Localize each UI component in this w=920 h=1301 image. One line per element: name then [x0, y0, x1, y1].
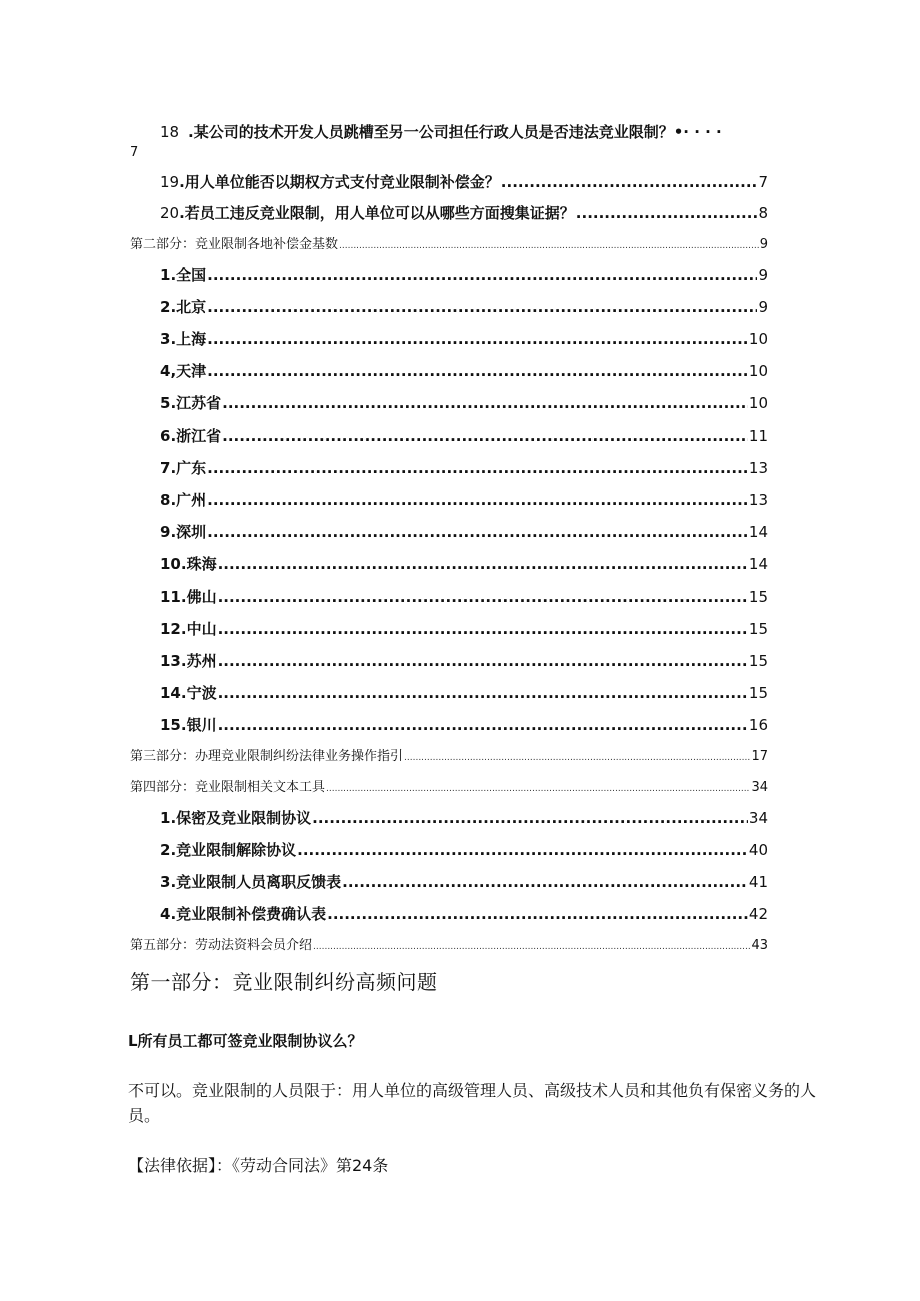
toc-title: .竞业限制补偿费确认表	[170, 905, 327, 923]
toc-entry-q18[interactable]	[160, 121, 768, 142]
toc-leader	[207, 330, 748, 348]
toc-entry-part4[interactable]	[130, 776, 768, 795]
toc-leader	[218, 716, 748, 734]
toc-title: .佛山	[180, 588, 217, 606]
toc-leader	[218, 555, 748, 573]
toc-page-number: 43	[751, 938, 768, 953]
toc-entry-q20[interactable]	[160, 202, 768, 223]
toc-leader	[207, 491, 748, 509]
toc-entry-tool[interactable]	[160, 807, 768, 828]
toc-title: .保密及竞业限制协议	[170, 809, 312, 827]
toc-entry-region[interactable]	[160, 714, 768, 735]
toc-title: .竞业限制解除协议	[170, 841, 297, 859]
toc-page-number: 7	[130, 145, 139, 160]
toc-leader	[313, 942, 750, 952]
toc-title: .中山	[180, 620, 217, 638]
question-title: L所有员工都可签竞业限制协议么？	[128, 1032, 363, 1050]
toc-page-number: 41	[748, 873, 768, 891]
toc-number: 5	[160, 394, 171, 412]
toc-number: 15	[160, 716, 181, 734]
toc-title: .用人单位能否以期权方式支付竞业限制补偿金？	[179, 173, 500, 191]
toc-entry-region[interactable]	[160, 618, 768, 639]
toc-entry-region[interactable]	[160, 296, 768, 317]
toc-leader	[326, 784, 750, 794]
toc-entry-tool[interactable]	[160, 839, 768, 860]
toc-page-number: 10	[748, 362, 768, 380]
toc-title: 第五部分：劳动法资料会员介绍	[130, 938, 313, 953]
toc-page-number: 10	[748, 394, 768, 412]
toc-number: 4	[160, 905, 171, 923]
toc-entry-tool[interactable]	[160, 871, 768, 892]
toc-leader	[222, 394, 748, 412]
toc-title: .宁波	[180, 684, 217, 702]
toc-title: .若员工违反竞业限制，用人单位可以从哪些方面搜集证据？	[179, 204, 575, 222]
toc-leader	[218, 588, 748, 606]
toc-page-number: 14	[748, 523, 768, 541]
toc-leader	[501, 173, 758, 191]
toc-entry-region[interactable]	[160, 650, 768, 671]
toc-title: .某公司的技术开发人员跳槽至另一公司担任行政人员是否违法竞业限制？•· · · ·	[188, 123, 722, 141]
toc-leader	[297, 841, 748, 859]
toc-title: 第四部分：竞业限制相关文本工具	[130, 780, 326, 795]
toc-title: .江苏省	[170, 394, 222, 412]
toc-entry-region[interactable]	[160, 360, 768, 381]
toc-number: 20	[160, 204, 180, 222]
toc-page-number: 15	[748, 684, 768, 702]
toc-leader	[339, 241, 759, 251]
toc-title: .广州	[170, 491, 207, 509]
toc-leader	[218, 620, 748, 638]
toc-leader	[207, 459, 748, 477]
toc-page-number: 15	[748, 620, 768, 638]
toc-number: 19	[160, 173, 180, 191]
toc-number: 7	[160, 459, 171, 477]
toc-number: 1	[160, 266, 171, 284]
toc-leader	[218, 652, 748, 670]
toc-leader	[218, 684, 748, 702]
toc-title: .珠海	[180, 555, 217, 573]
toc-entry-part5[interactable]	[130, 934, 768, 953]
toc-number: 3	[160, 873, 171, 891]
toc-entry-region[interactable]	[160, 457, 768, 478]
toc-entry-region[interactable]	[160, 328, 768, 349]
toc-title: 第二部分：竞业限制各地补偿金基数	[130, 237, 339, 252]
toc-entry-region[interactable]	[160, 682, 768, 703]
toc-leader	[404, 753, 750, 763]
toc-number: 18	[160, 123, 180, 141]
toc-page-number: 17	[751, 749, 768, 764]
toc-entry-region[interactable]	[160, 425, 768, 446]
toc-number: 8	[160, 491, 171, 509]
toc-page-number: 11	[748, 427, 768, 445]
toc-page-number: 16	[748, 716, 768, 734]
toc-leader	[327, 905, 748, 923]
toc-title: ,天津	[170, 362, 207, 380]
toc-entry-region[interactable]	[160, 392, 768, 413]
toc-number: 2	[160, 298, 171, 316]
toc-title: .上海	[170, 330, 207, 348]
toc-title: .苏州	[180, 652, 217, 670]
toc-entry-part2[interactable]	[130, 233, 768, 252]
toc-number: 9	[160, 523, 171, 541]
toc-page-number: 8	[758, 204, 768, 222]
toc-number: 12	[160, 620, 181, 638]
toc-leader	[342, 873, 748, 891]
toc-entry-region[interactable]	[160, 553, 768, 574]
toc-number: 13	[160, 652, 181, 670]
answer-paragraph: 不可以。竞业限制的人员限于：用人单位的高级管理人员、高级技术人员和其他负有保密义务的人员。	[128, 1081, 817, 1125]
toc-entry-region[interactable]	[160, 264, 768, 285]
toc-entry-region[interactable]	[160, 521, 768, 542]
toc-leader	[576, 204, 758, 222]
toc-title: .北京	[170, 298, 207, 316]
toc-page-number: 9	[758, 266, 768, 284]
toc-page-number: 34	[748, 809, 768, 827]
toc-entry-region[interactable]	[160, 586, 768, 607]
toc-entry-part3[interactable]	[130, 745, 768, 764]
toc-page-number: 42	[748, 905, 768, 923]
toc-entry-tool[interactable]	[160, 903, 768, 924]
toc-page-number: 14	[748, 555, 768, 573]
toc-title: .竞业限制人员离职反馈表	[170, 873, 342, 891]
toc-entry-region[interactable]	[160, 489, 768, 510]
toc-page-number: 10	[748, 330, 768, 348]
toc-number: 11	[160, 588, 181, 606]
toc-number: 2	[160, 841, 171, 859]
toc-title: .银川	[180, 716, 217, 734]
toc-title: .浙江省	[170, 427, 222, 445]
toc-page-number: 15	[748, 588, 768, 606]
toc-page-number: 9	[759, 237, 768, 252]
toc-number: 6	[160, 427, 171, 445]
toc-leader	[207, 298, 757, 316]
toc-title: .广东	[170, 459, 207, 477]
toc-leader	[222, 427, 748, 445]
toc-leader	[207, 523, 748, 541]
toc-page-number: 7	[758, 173, 768, 191]
toc-entry-q19[interactable]	[160, 171, 768, 192]
toc-page-number: 13	[748, 459, 768, 477]
toc-page-number: 15	[748, 652, 768, 670]
toc-leader	[207, 362, 748, 380]
toc-title: .深圳	[170, 523, 207, 541]
section-heading: 第一部分：竞业限制纠纷高频问题	[130, 970, 438, 994]
toc-page-number: 9	[758, 298, 768, 316]
toc-title: .全国	[170, 266, 207, 284]
toc-number: 1	[160, 809, 171, 827]
toc-page-number: 13	[748, 491, 768, 509]
toc-page-number: 34	[751, 780, 768, 795]
toc-number: 3	[160, 330, 171, 348]
legal-basis: 【法律依据】：《劳动合同法》第24条	[128, 1156, 389, 1175]
toc-page-number: 40	[748, 841, 768, 859]
toc-leader	[207, 266, 757, 284]
toc-number: 4	[160, 362, 171, 380]
toc-title: 第三部分：办理竞业限制纠纷法律业务操作指引	[130, 749, 404, 764]
toc-number: 14	[160, 684, 181, 702]
toc-number: 10	[160, 555, 181, 573]
toc-leader	[312, 809, 748, 827]
